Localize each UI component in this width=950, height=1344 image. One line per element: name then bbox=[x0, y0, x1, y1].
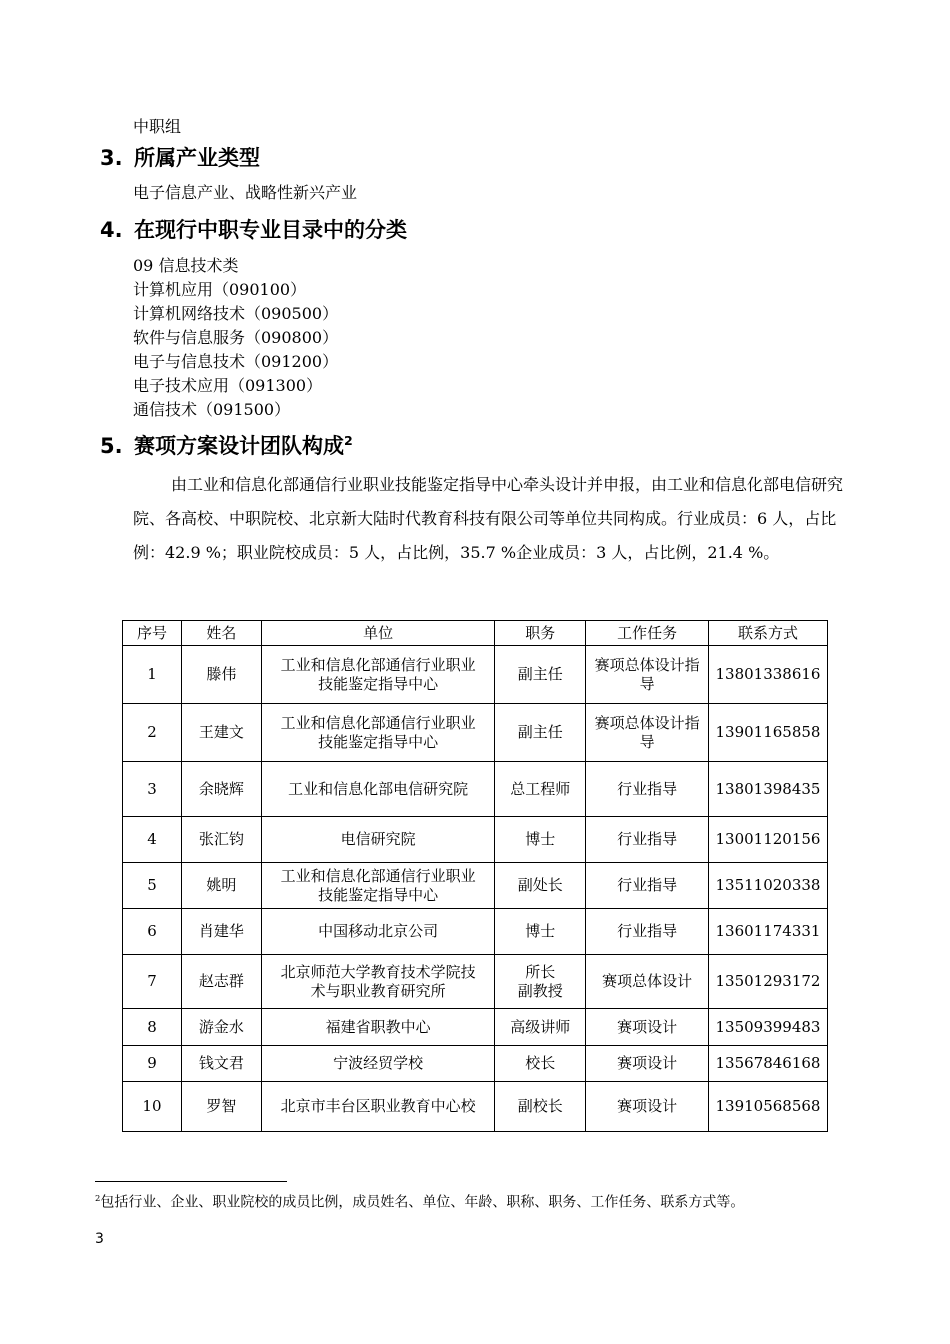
cell-index: 1 bbox=[123, 646, 182, 704]
cell-name: 张汇钧 bbox=[181, 817, 261, 863]
cell-index: 10 bbox=[123, 1082, 182, 1132]
cell-name: 游金水 bbox=[181, 1009, 261, 1046]
cell-task: 行业指导 bbox=[586, 863, 709, 909]
cell-position: 所长 副教授 bbox=[495, 955, 586, 1009]
team-description-text: 由工业和信息化部通信行业职业技能鉴定指导中心牵头设计并申报，由工业和信息化部电信研究院、各高校、中职院校、北京新大陆时代教育科技有限公司等单位共同构成。行业成员：6 人，占比例：42.9 %；职业院校成员：5 人，占比例，35.7 %企业成员：3 人，占比例，21.4 %。 bbox=[133, 475, 844, 562]
major-category-item: 软件与信息服务（090800） bbox=[133, 328, 339, 347]
cell-organization: 北京师范大学教育技术学院技术与职业教育研究所 bbox=[261, 955, 495, 1009]
cell-task: 赛项设计 bbox=[586, 1009, 709, 1046]
table-body bbox=[123, 646, 828, 1132]
header-contact: 联系方式 bbox=[708, 621, 827, 646]
cell-contact: 13001120156 bbox=[708, 817, 827, 863]
section-4-number: 4. bbox=[100, 218, 123, 242]
cell-contact: 13567846168 bbox=[708, 1046, 827, 1082]
cell-task: 赛项设计 bbox=[586, 1046, 709, 1082]
major-category-item: 09 信息技术类 bbox=[133, 256, 239, 275]
section-5-heading bbox=[100, 426, 353, 461]
industry-type-value: 电子信息产业、战略性新兴产业 bbox=[133, 183, 358, 202]
cell-contact: 13801338616 bbox=[708, 646, 827, 704]
table-row bbox=[123, 646, 828, 704]
table-row bbox=[123, 1046, 828, 1082]
cell-index: 4 bbox=[123, 817, 182, 863]
cell-index: 2 bbox=[123, 704, 182, 762]
cell-contact: 13601174331 bbox=[708, 909, 827, 955]
cell-position: 博士 bbox=[495, 817, 586, 863]
table-row bbox=[123, 955, 828, 1009]
table-header-row bbox=[123, 621, 828, 646]
group-value: 中职组 bbox=[133, 117, 182, 136]
table-row bbox=[123, 704, 828, 762]
table-row bbox=[123, 1009, 828, 1046]
cell-name: 赵志群 bbox=[181, 955, 261, 1009]
cell-task: 行业指导 bbox=[586, 762, 709, 817]
cell-index: 5 bbox=[123, 863, 182, 909]
header-organization: 单位 bbox=[261, 621, 495, 646]
cell-position: 副校长 bbox=[495, 1082, 586, 1132]
footnote-separator bbox=[95, 1181, 287, 1182]
cell-index: 7 bbox=[123, 955, 182, 1009]
footnote-reference: 2 bbox=[344, 433, 353, 448]
cell-contact: 13501293172 bbox=[708, 955, 827, 1009]
cell-position: 博士 bbox=[495, 909, 586, 955]
section-3-title: 所属产业类型 bbox=[134, 146, 260, 170]
major-category-item: 通信技术（091500） bbox=[133, 400, 291, 419]
cell-task: 赛项总体设计 bbox=[586, 955, 709, 1009]
cell-position: 副主任 bbox=[495, 704, 586, 762]
header-task: 工作任务 bbox=[586, 621, 709, 646]
cell-name: 罗智 bbox=[181, 1082, 261, 1132]
cell-organization: 中国移动北京公司 bbox=[261, 909, 495, 955]
cell-organization: 工业和信息化部电信研究院 bbox=[261, 762, 495, 817]
cell-name: 姚明 bbox=[181, 863, 261, 909]
cell-contact: 13509399483 bbox=[708, 1009, 827, 1046]
cell-organization: 北京市丰台区职业教育中心校 bbox=[261, 1082, 495, 1132]
cell-position: 副主任 bbox=[495, 646, 586, 704]
section-4-title: 在现行中职专业目录中的分类 bbox=[134, 218, 407, 242]
table-row bbox=[123, 909, 828, 955]
cell-contact: 13801398435 bbox=[708, 762, 827, 817]
table-row bbox=[123, 762, 828, 817]
cell-organization: 宁波经贸学校 bbox=[261, 1046, 495, 1082]
cell-position: 高级讲师 bbox=[495, 1009, 586, 1046]
header-index: 序号 bbox=[123, 621, 182, 646]
cell-index: 3 bbox=[123, 762, 182, 817]
table-row bbox=[123, 817, 828, 863]
cell-task: 行业指导 bbox=[586, 817, 709, 863]
major-category-item: 计算机应用（090100） bbox=[133, 280, 307, 299]
major-category-item: 电子与信息技术（091200） bbox=[133, 352, 339, 371]
header-position: 职务 bbox=[495, 621, 586, 646]
cell-task: 赛项设计 bbox=[586, 1082, 709, 1132]
major-category-list bbox=[133, 254, 338, 422]
section-3-number: 3. bbox=[100, 146, 123, 170]
cell-index: 9 bbox=[123, 1046, 182, 1082]
footnote-mark: 2 bbox=[95, 1193, 101, 1203]
section-5-number: 5. bbox=[100, 434, 123, 458]
page-number: 3 bbox=[95, 1231, 104, 1247]
footnote bbox=[95, 1188, 855, 1213]
cell-position: 校长 bbox=[495, 1046, 586, 1082]
cell-organization: 工业和信息化部通信行业职业技能鉴定指导中心 bbox=[261, 704, 495, 762]
cell-organization: 工业和信息化部通信行业职业技能鉴定指导中心 bbox=[261, 646, 495, 704]
table-row bbox=[123, 1082, 828, 1132]
cell-contact: 13910568568 bbox=[708, 1082, 827, 1132]
cell-name: 王建文 bbox=[181, 704, 261, 762]
cell-name: 滕伟 bbox=[181, 646, 261, 704]
cell-task: 赛项总体设计指导 bbox=[586, 704, 709, 762]
cell-name: 肖建华 bbox=[181, 909, 261, 955]
cell-task: 行业指导 bbox=[586, 909, 709, 955]
section-4-heading bbox=[100, 215, 407, 245]
cell-position: 总工程师 bbox=[495, 762, 586, 817]
footnote-text: 包括行业、企业、职业院校的成员比例，成员姓名、单位、年龄、职称、职务、工作任务、联系方式等。 bbox=[100, 1194, 745, 1211]
cell-name: 余晓辉 bbox=[181, 762, 261, 817]
cell-index: 6 bbox=[123, 909, 182, 955]
cell-name: 钱文君 bbox=[181, 1046, 261, 1082]
cell-task: 赛项总体设计指导 bbox=[586, 646, 709, 704]
cell-organization: 工业和信息化部通信行业职业技能鉴定指导中心 bbox=[261, 863, 495, 909]
team-description-paragraph bbox=[133, 468, 853, 570]
table-row bbox=[123, 863, 828, 909]
cell-position: 副处长 bbox=[495, 863, 586, 909]
cell-contact: 13901165858 bbox=[708, 704, 827, 762]
design-team-table bbox=[122, 620, 828, 1132]
section-3-heading bbox=[100, 143, 260, 173]
header-name: 姓名 bbox=[181, 621, 261, 646]
cell-organization: 电信研究院 bbox=[261, 817, 495, 863]
section-5-title: 赛项方案设计团队构成 bbox=[134, 434, 344, 458]
cell-contact: 13511020338 bbox=[708, 863, 827, 909]
cell-organization: 福建省职教中心 bbox=[261, 1009, 495, 1046]
cell-index: 8 bbox=[123, 1009, 182, 1046]
major-category-item: 电子技术应用（091300） bbox=[133, 376, 323, 395]
major-category-item: 计算机网络技术（090500） bbox=[133, 304, 339, 323]
